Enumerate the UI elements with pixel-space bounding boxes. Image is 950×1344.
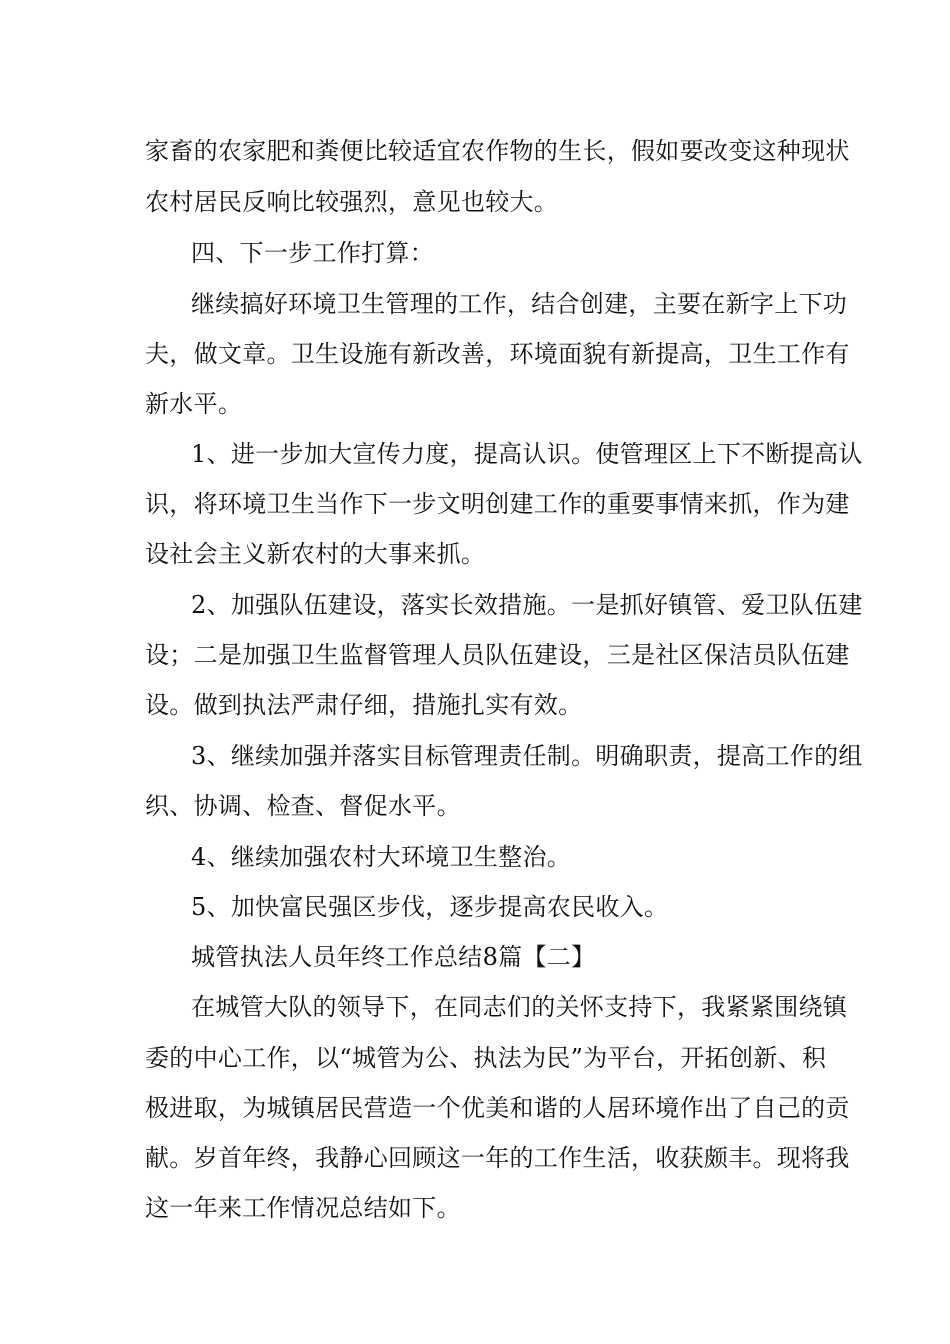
list-item-2-line: 设。做到执法严肃仔细，措施扎实有效。 bbox=[145, 691, 583, 719]
list-item-3-line: 3、继续加强并落实目标管理责任制。明确职责，提高工作的组 bbox=[191, 742, 863, 770]
list-item-5: 5、加快富民强区步伐，逐步提高农民收入。 bbox=[191, 893, 669, 921]
list-item-2-line: 设；二是加强卫生监督管理人员队伍建设，三是社区保洁员队伍建 bbox=[145, 641, 850, 669]
section-heading: 四、下一步工作打算： bbox=[191, 239, 434, 267]
paragraph-line: 新水平。 bbox=[145, 390, 243, 418]
paragraph-line: 委的中心工作，以“城管为公、执法为民”为平台，开拓创新、积 bbox=[145, 1044, 827, 1072]
paragraph-line: 夫，做文章。卫生设施有新改善，环境面貌有新提高，卫生工作有 bbox=[145, 340, 850, 368]
text-line: 农村居民反响比较强烈，意见也较大。 bbox=[145, 188, 559, 216]
paragraph-line: 在城管大队的领导下，在同志们的关怀支持下，我紧紧围绕镇 bbox=[191, 993, 848, 1021]
paragraph-line: 继续搞好环境卫生管理的工作，结合创建，主要在新字上下功 bbox=[191, 290, 848, 318]
list-item-4: 4、继续加强农村大环境卫生整治。 bbox=[191, 843, 572, 871]
list-item-3-line: 织、协调、检查、督促水平。 bbox=[145, 792, 461, 820]
list-item-1-line: 识，将环境卫生当作下一步文明创建工作的重要事情来抓，作为建 bbox=[145, 490, 850, 518]
list-item-1-line: 1、进一步加大宣传力度，提高认识。使管理区上下不断提高认 bbox=[191, 440, 863, 468]
list-item-1-line: 设社会主义新农村的大事来抓。 bbox=[145, 540, 486, 568]
paragraph-line: 这一年来工作情况总结如下。 bbox=[145, 1194, 461, 1222]
text-line: 家畜的农家肥和粪便比较适宜农作物的生长，假如要改变这种现状 bbox=[145, 137, 850, 165]
list-item-2-line: 2、加强队伍建设，落实长效措施。一是抓好镇管、爱卫队伍建 bbox=[191, 591, 863, 619]
article-title: 城管执法人员年终工作总结8篇【二】 bbox=[191, 943, 596, 971]
paragraph-line: 献。岁首年终，我静心回顾这一年的工作生活，收获颇丰。现将我 bbox=[145, 1144, 850, 1172]
paragraph-line: 极进取，为城镇居民营造一个优美和谐的人居环境作出了自己的贡 bbox=[145, 1094, 850, 1122]
